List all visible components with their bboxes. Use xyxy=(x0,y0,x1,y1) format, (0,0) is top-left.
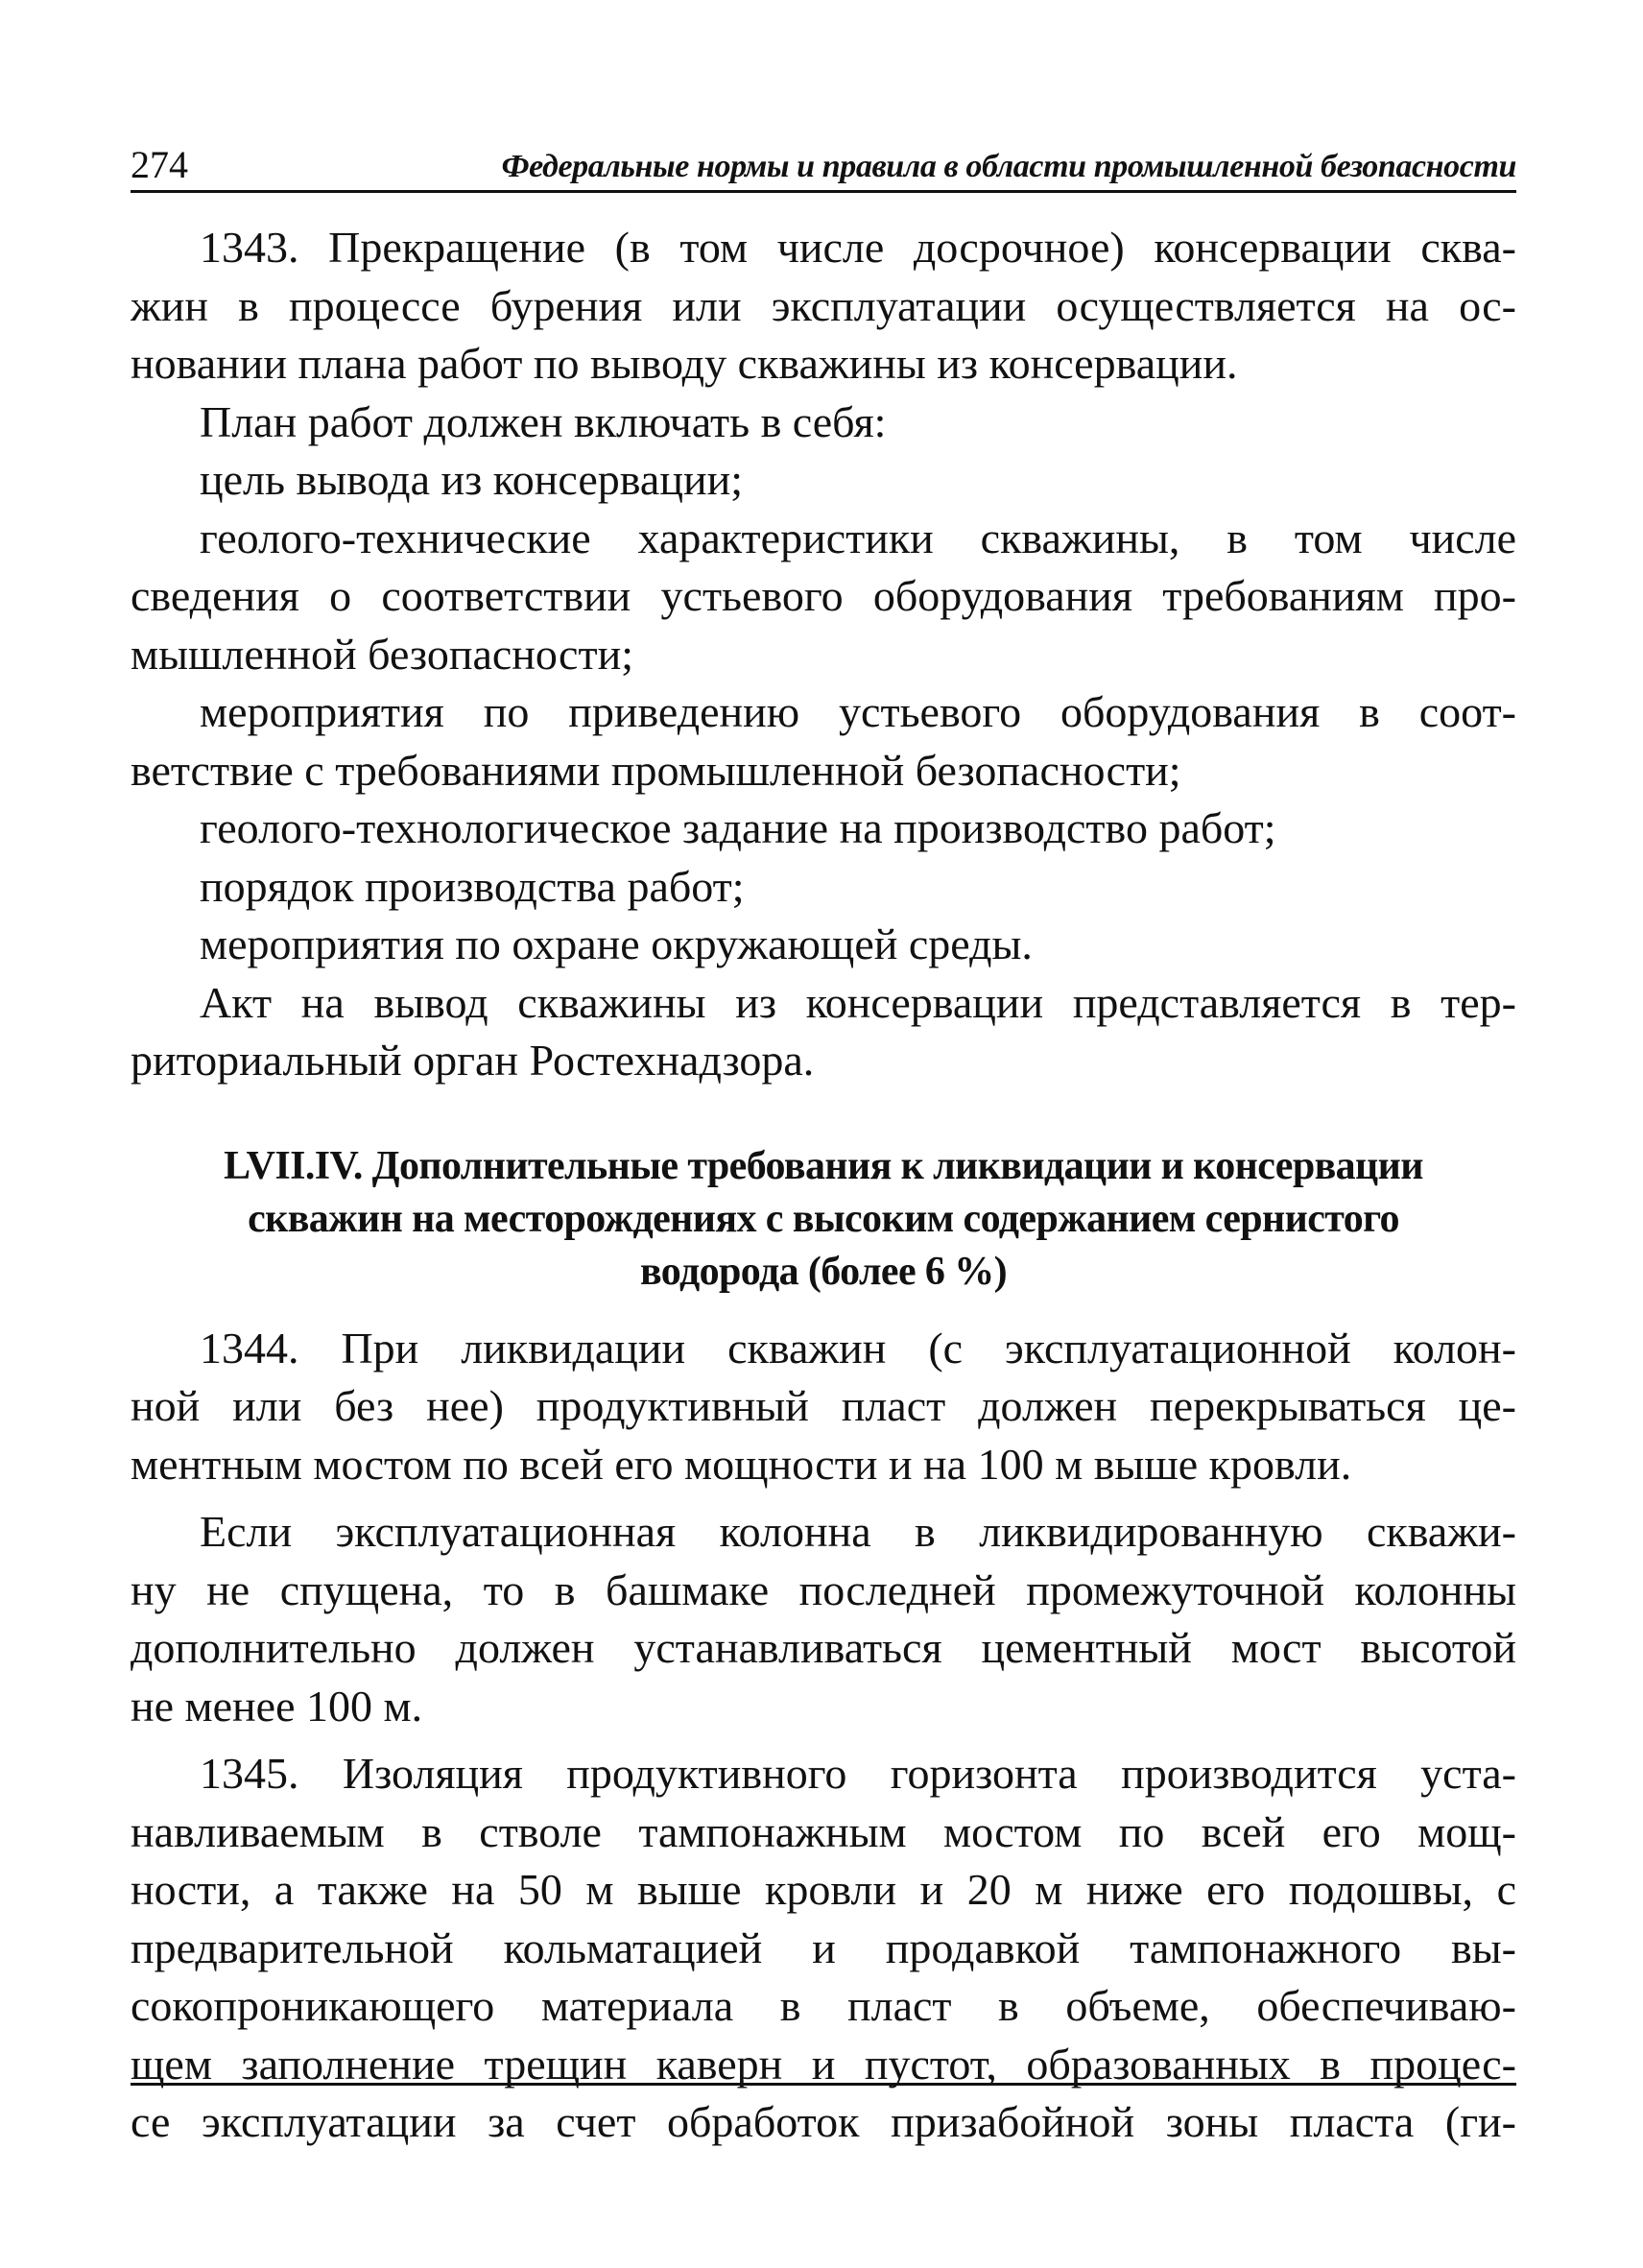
list-item: цель вывода из консервации; xyxy=(200,455,743,504)
body-text xyxy=(131,219,1516,2152)
paragraph-1344 xyxy=(131,1320,1516,1494)
text-line: ной или без нее) продуктивный пласт должен перекрываться це- xyxy=(131,1381,1516,1430)
text-line: се эксплуатации за счет обработок призабойной зоны пласта (ги- xyxy=(131,2097,1516,2146)
text-line: 1344. При ликвидации скважин (с эксплуатационной колон- xyxy=(200,1323,1516,1373)
footnote-rule xyxy=(131,2083,1516,2086)
text-line: щем заполнение трещин каверн и пустот, образованных в процес- xyxy=(131,2039,1516,2089)
list-item-cont: ветствие с требованиями промышленной безопасности; xyxy=(131,745,1181,795)
heading-line: скважин на месторождениях с высоким содержанием сернистого xyxy=(248,1196,1399,1241)
paragraph-1344-2 xyxy=(131,1503,1516,1735)
list-item: геолого-технические характеристики скважины, в том числе xyxy=(200,513,1516,562)
text-line: Акт на вывод скважины из консервации представляется в тер- xyxy=(200,977,1516,1027)
text-line: сокопроникающего материала в пласт в объеме, обеспечиваю- xyxy=(131,1981,1516,2030)
text-line: 1345. Изоляция продуктивного горизонта производится уста- xyxy=(200,1749,1516,1798)
list-item: мероприятия по охране окружающей среды. xyxy=(200,919,1033,968)
text-line: риториальный орган Ростехнадзора. xyxy=(131,1036,815,1085)
heading-line: LVII.IV. Дополнительные требования к ликвидации и консервации xyxy=(224,1143,1423,1188)
running-title: Федеральные нормы и правила в области промышленной безопасности xyxy=(501,149,1516,184)
section-heading xyxy=(131,1140,1516,1299)
text-line: новании плана работ по выводу скважины из консервации. xyxy=(131,339,1238,388)
text-line: Если эксплуатационная колонна в ликвидированную скважи- xyxy=(200,1507,1516,1556)
heading-line: водорода (более 6 %) xyxy=(639,1249,1008,1294)
text-line: не менее 100 м. xyxy=(131,1681,423,1731)
paragraph-1343 xyxy=(131,219,1516,394)
text-line: ну не спущена, то в башмаке последней промежуточной колонны xyxy=(131,1564,1516,1614)
plan-intro: План работ должен включать в себя: xyxy=(200,396,887,446)
text-line: дополнительно должен устанавливаться цементный мост высотой xyxy=(131,1623,1516,1672)
plan-list xyxy=(131,394,1516,974)
list-item: геолого-технологическое задание на производство работ; xyxy=(200,803,1276,852)
list-item: мероприятия по приведению устьевого оборудования в соот- xyxy=(200,687,1516,736)
paragraph-act xyxy=(131,974,1516,1090)
paragraph-1345 xyxy=(131,1745,1516,2152)
list-item-cont: мышленной безопасности; xyxy=(131,629,633,679)
page-number: 274 xyxy=(131,143,188,186)
text-line: ментным мостом по всей его мощности и на 100 м выше кровли. xyxy=(131,1439,1352,1489)
text-line: жин в процессе бурения или эксплуатации осуществляется на ос- xyxy=(131,280,1516,330)
text-line: 1343. Прекращение (в том числе досрочное) консервации сква- xyxy=(200,223,1516,272)
list-item-cont: сведения о соответствии устьевого оборудования требованиям про- xyxy=(131,571,1516,620)
text-line: ности, а также на 50 м выше кровли и 20 м ниже его подошвы, с xyxy=(131,1865,1516,1914)
list-item: порядок производства работ; xyxy=(200,861,745,911)
page-header xyxy=(131,142,1516,193)
text-line: навливаемым в стволе тампонажным мостом по всей его мощ- xyxy=(131,1806,1516,1856)
text-line: предварительной кольматацией и продавкой тампонажного вы- xyxy=(131,1922,1516,1972)
